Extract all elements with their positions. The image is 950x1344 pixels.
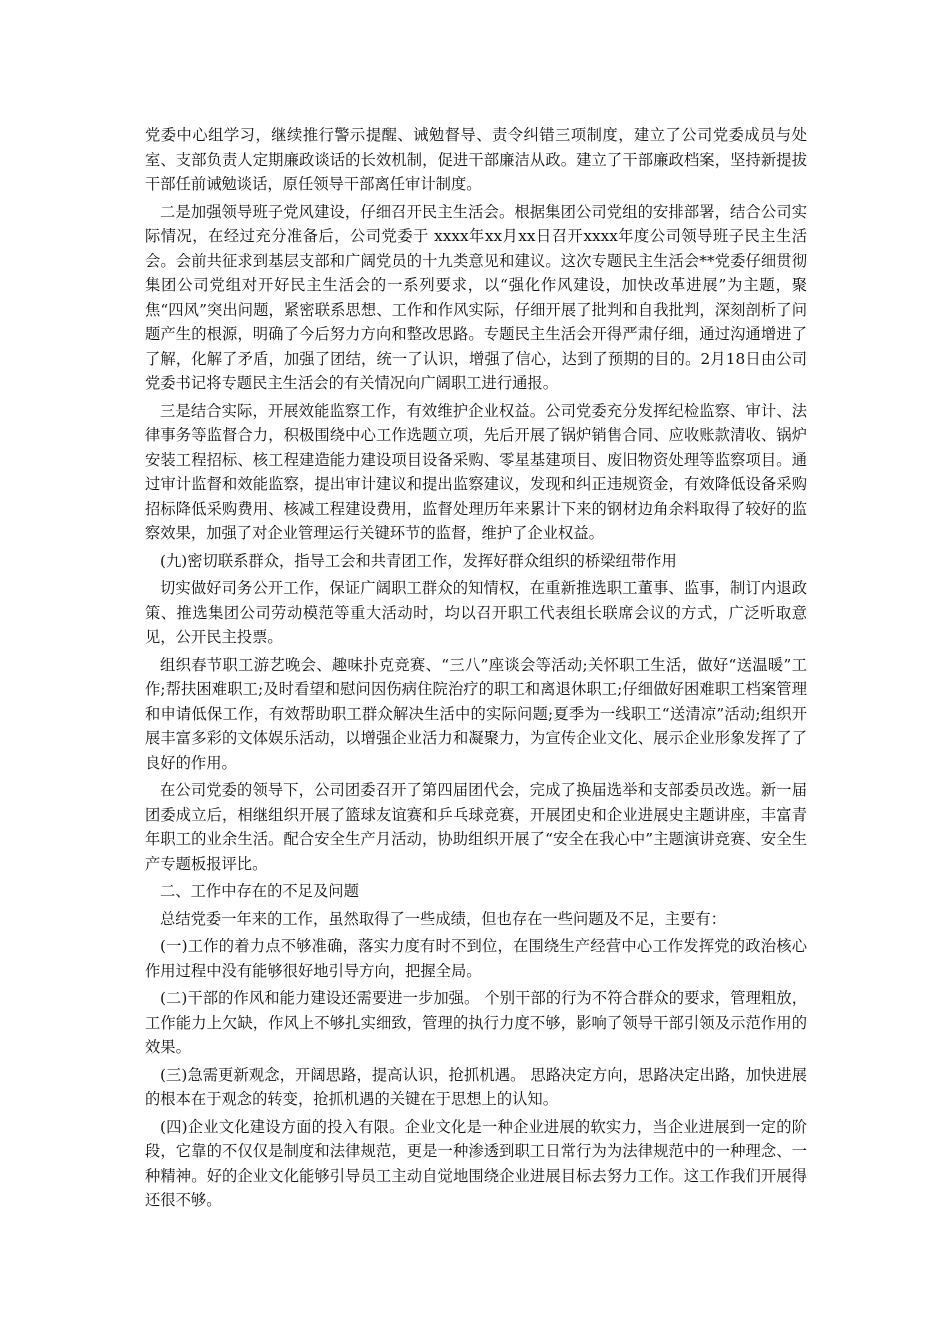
paragraph-youth-league: 在公司党委的领导下，公司团委召开了第四届团代会，完成了换届选举和支部委员改选。新一届团委成立后，相继组织开展了篮球友谊赛和乒乓球竞赛，开展团史和企业进展史主题讲座，丰富青年职工的业余生活。配合安全生产月活动，协助组织开展了“安全在我心中”主题演讲竞赛、安全生产专题板报评比。 [145, 781, 807, 873]
problem-item-four: (四)企业文化建设方面的投入有限。企业文化是一种企业进展的软实力，当企业进展到一定的阶段，它靠的不仅仅是制度和法律规范，更是一种渗透到职工日常行为为法律规范中的一种理念、一种精神。好的企业文化能够引导员工主动自觉地围绕企业进展目标去努力工作。这工作我们开展得还很不够。 [145, 1117, 807, 1209]
paragraph-summary: 总结党委一年来的工作，虽然取得了一些成绩，但也存在一些问题及不足，主要有： [160, 909, 726, 928]
paragraph-union-activities: 组织春节职工游艺晚会、趣味扑克竞赛、“三八”座谈会等活动;关怀职工生活，做好“送温暖”工作;帮扶困难职工;及时看望和慰问因伤病住院治疗的职工和离退休职工;仔细做好困难职工档案管理和申请低保工作，有效帮助职工群众解决生活中的实际问题;夏季为一线职工“送清凉”活动;组织开展丰富多彩的文体娱乐活动，以增强企业活力和凝聚力，为宣传企业文化、展示企业形象发挥了了良好的作用。 [145, 655, 807, 772]
problem-item-three: (三)急需更新观念，开阔思路，提高认识，抢抓机遇。 思路决定方向，思路决定出路，加快进展的根本在于观念的转变，抢抓机遇的关键在于思想上的认知。 [145, 1065, 807, 1108]
paragraph-continuation: 党委中心组学习，继续推行警示提醒、诫勉督导、责令纠错三项制度，建立了公司党委成员与处室、支部负责人定期廉政谈话的长效机制，促进干部廉洁从政。建立了干部廉政档案，坚持新提拔干部任前诫勉谈话，原任领导干部离任审计制度。 [145, 126, 807, 193]
paragraph-party-style: 二是加强领导班子党风建设，仔细召开民主生活会。根据集团公司党组的安排部署，结合公司实际情况，在经过充分准备后，公司党委于 xxxx年xx月xx日召开xxxx年度公司领导班子民主生活会。会前共征求到基层支部和广阔党员的十九类意见和建议。这次专题民主生活会**党委仔细贯彻集团公司党组对开好民主生活会的一系列要求，以“强化作风建设，加快改革进展”为主题，聚焦“四风”突出问题，紧密联系思想、工作和作风实际，仔细开展了批判和自我批判，深刻剖析了问题产生的根源，明确了今后努力方向和整改思路。专题民主生活会开得严肃仔细，通过沟通增进了了解，化解了矛盾，加强了团结，统一了认识，增强了信心，达到了预期的目的。2月18日由公司党委书记将专题民主生活会的有关情况向广阔职工进行通报。 [145, 202, 807, 392]
paragraph-affairs-disclosure: 切实做好司务公开工作，保证广阔职工群众的知情权，在重新推选职工董事、监事，制订内退政策、推选集团公司劳动模范等重大活动时，均以召开职工代表组长联席会议的方式，广泛听取意见，公开民主投票。 [145, 579, 807, 646]
section-heading-nine: (九)密切联系群众，指导工会和共青团工作，发挥好群众组织的桥梁纽带作用 [160, 551, 677, 570]
document-page [145, 123, 807, 1216]
problem-item-two: (二)干部的作风和能力建设还需要进一步加强。 个别干部的行为不符合群众的要求，管理粗放，工作能力上欠缺，作风上不够扎实细致，管理的执行力度不够，影响了领导干部引领及示范作用的效果。 [145, 989, 807, 1056]
section-heading-problems: 二、工作中存在的不足及问题 [160, 882, 359, 900]
problem-item-one: (一)工作的着力点不够准确，落实力度有时不到位，在围绕生产经营中心工作发挥党的政治核心作用过程中没有能够很好地引导方向，把握全局。 [145, 937, 807, 980]
paragraph-supervision: 三是结合实际，开展效能监察工作，有效维护企业权益。公司党委充分发挥纪检监察、审计、法律事务等监督合力，积极围绕中心工作选题立项，先后开展了锅炉销售合同、应收账款清收、锅炉安装工程招标、核工程建造能力建设项目设备采购、零星基建项目、废旧物资处理等监察项目。通过审计监督和效能监察，提出审计建议和提出监察建议，发现和纠正违规资金，有效降低设备采购招标降低采购费用、核减工程建设费用，监督处理历年来累计下来的钢材边角余料取得了较好的监察效果，加强了对企业管理运行关键环节的监督，维护了企业权益。 [145, 401, 807, 542]
